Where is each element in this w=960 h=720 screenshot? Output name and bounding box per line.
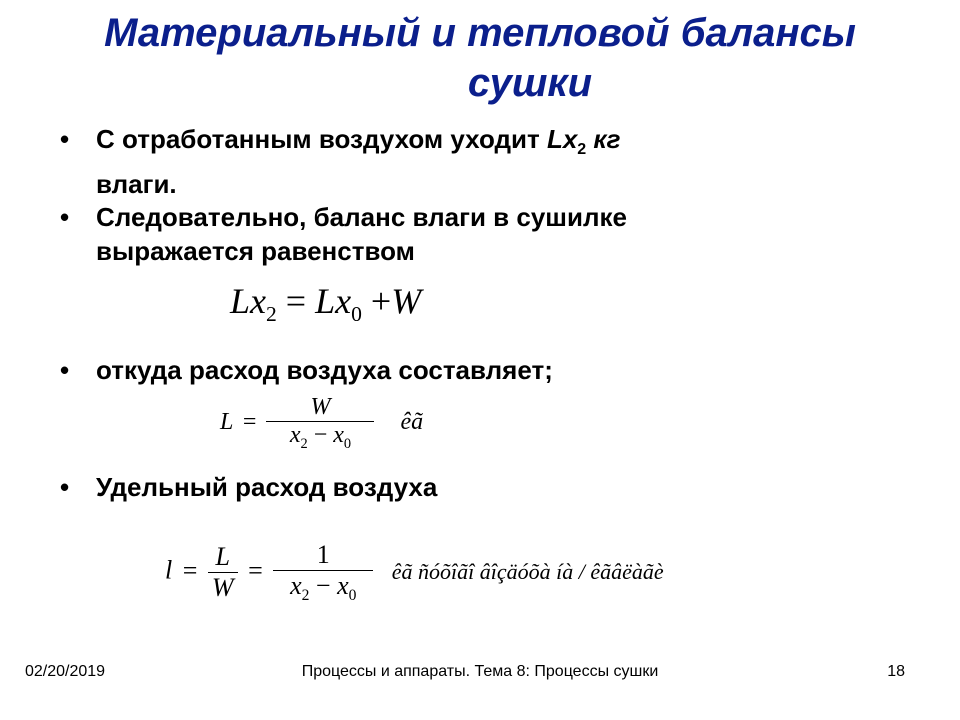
bullet-2: [60, 200, 627, 268]
bullet-4-text: Удельный расход воздуха: [96, 472, 438, 502]
bullet-1-sub: 2: [577, 141, 587, 159]
unit-text: êã: [400, 408, 424, 435]
bullet-dot-icon: •: [60, 202, 70, 232]
slide-title-line2: сушки: [467, 61, 593, 105]
bullet-dot-icon: •: [60, 472, 70, 502]
footer-title: Процессы и аппараты. Тема 8: Процессы сушки: [301, 663, 659, 680]
unit-text: êã ñóõîãî âîçäóõà íà / êãâëàãè: [391, 558, 664, 584]
fraction: $\frac{1}{x_2 - x_0}$: [273, 540, 373, 605]
equation-air-flow: L = $\frac{W}{x_2 - x_0}$ êã: [220, 394, 424, 452]
bullet-1: [60, 122, 620, 201]
page-number: 18: [887, 663, 905, 680]
footer-date: 02/20/2019: [25, 663, 106, 680]
bullet-1-text-line2: влаги.: [96, 169, 177, 200]
bullet-dot-icon: •: [60, 124, 70, 154]
fraction: $\frac{L}{W}$: [208, 542, 238, 603]
bullet-3-text: откуда расход воздуха составляет;: [96, 355, 553, 385]
bullet-2-line1: Следовательно, баланс влаги в сушилке: [96, 202, 627, 232]
slide-title-line1: Материальный и тепловой балансы: [104, 11, 856, 55]
bullet-3: [60, 353, 553, 387]
bullet-1-unit: кг: [586, 124, 621, 154]
equation-specific-flow: l = $\frac{L}{W}$ = $\frac{1}{x_2 - x_0}$ êã ñóõîãî âîçäóõà íà / êãâëàãè: [165, 540, 664, 605]
bullet-1-text: С отработанным воздухом уходит: [96, 124, 547, 154]
bullet-dot-icon: •: [60, 355, 70, 385]
bullet-2-line2: выражается равенством: [96, 236, 415, 266]
fraction: $\frac{W}{x_2 - x_0}$: [266, 394, 374, 453]
equation-balance: $Lx_2 = Lx_0 +W$: [230, 281, 422, 327]
bullet-4: [60, 470, 437, 504]
bullet-1-var: Lx: [546, 124, 578, 154]
slide-title: [40, 8, 920, 108]
